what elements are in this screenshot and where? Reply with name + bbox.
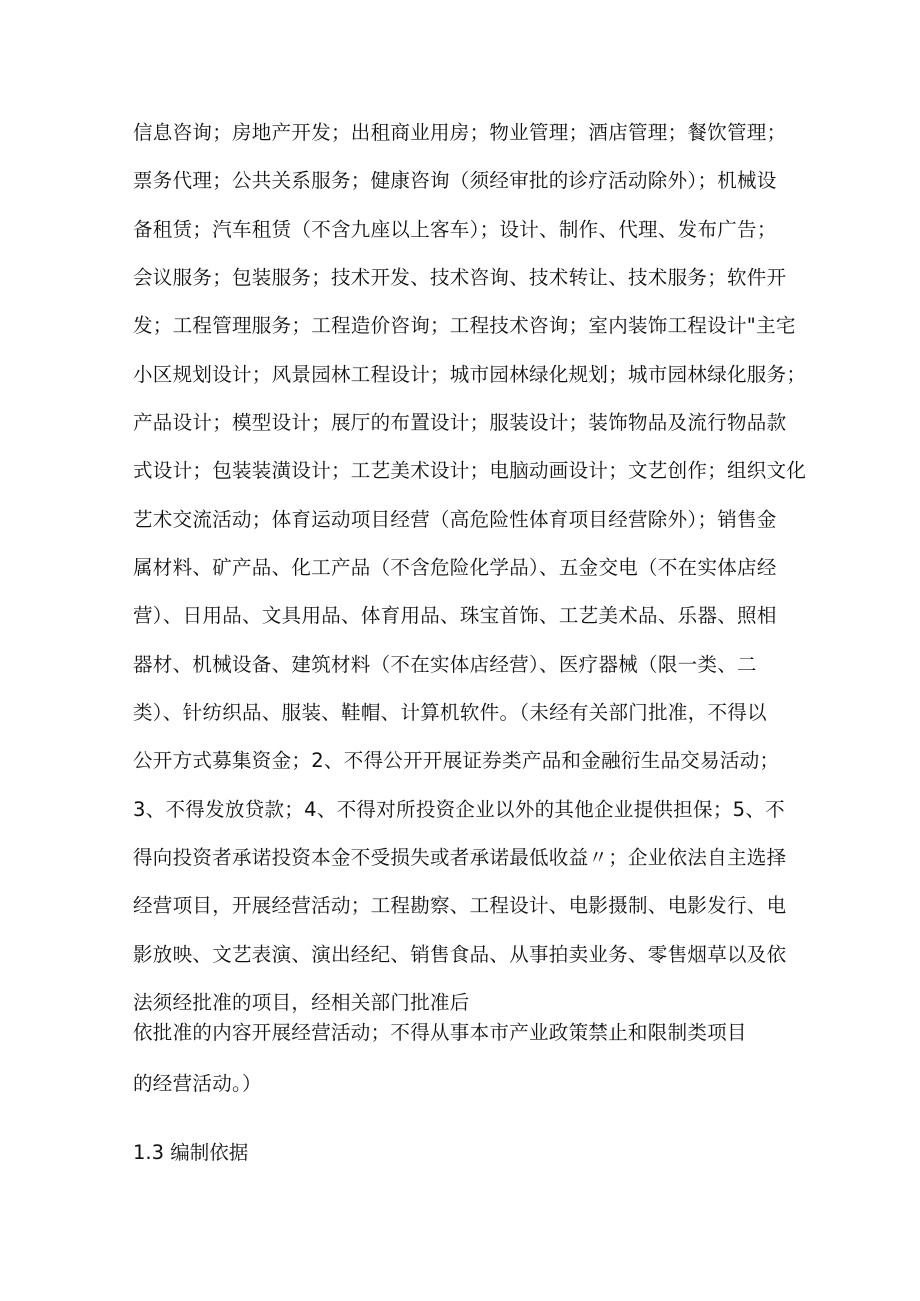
body-text-line: 发；工程管理服务；工程造价咨询；工程技术咨询；室内装饰工程设计"主宅 — [133, 314, 796, 337]
body-text-line: 器材、机械设备、建筑材料（不在实体店经营）、医疗器械（限一类、二 — [133, 653, 757, 676]
body-text-line: 艺术交流活动；体育运动项目经营（高危险性体育项目经营除外）；销售金 — [133, 508, 777, 531]
body-text-line: 式设计；包装装潢设计；工艺美术设计；电脑动画设计；文艺创作；组织文化 — [133, 459, 807, 482]
body-text-line: 依批准的内容开展经营活动；不得从事本市产业政策禁止和限制类项目 — [133, 1021, 747, 1044]
body-text-line: 备租赁；汽车租赁（不含九座以上客车）；设计、制作、代理、发布广告； — [133, 218, 777, 241]
body-text-line: 票务代理；公共关系服务；健康咨询（须经审批的诊疗活动除外）；机械设 — [133, 169, 777, 192]
body-text-line: 会议服务；包装服务；技术开发、技术咨询、技术转让、技术服务；软件开 — [133, 266, 787, 289]
body-text-line: 信息咨询；房地产开发；出租商业用房；物业管理；酒店管理；餐饮管理； — [133, 121, 787, 144]
body-text-line: 属材料、矿产品、化工产品（不含危险化学品）、五金交电（不在实体店经 — [133, 556, 777, 579]
body-text-line: 3、不得发放贷款；4、不得对所投资企业以外的其他企业提供担保；5、不 — [133, 798, 785, 821]
body-text-line: 得向投资者承诺投资本金不受损失或者承诺最低收益〃；企业依法自主选择 — [133, 846, 787, 869]
section-heading: 1.3 编制依据 — [133, 1141, 249, 1164]
body-text-line: 小区规划设计；风景园林工程设计；城市园林绿化规划；城市园林绿化服务； — [133, 363, 807, 386]
body-text-line: 公开方式募集资金；2、不得公开开展证券类产品和金融衍生品交易活动； — [133, 749, 780, 772]
body-text-line: 影放映、文艺表演、演出经纪、销售食品、从事拍卖业务、零售烟草以及依 — [133, 943, 787, 966]
body-text-line: 类）、针纺织品、服装、鞋帽、计算机软件。（未经有关部门批准，不得以 — [133, 701, 767, 724]
body-text-line: 产品设计；模型设计；展厅的布置设计；服装设计；装饰物品及流行物品款 — [133, 411, 787, 434]
body-text-line: 经营项目，开展经营活动；工程勘察、工程设计、电影摄制、电影发行、电 — [133, 894, 787, 917]
body-text-line: 营）、日用品、文具用品、体育用品、珠宝首饰、工艺美术品、乐器、照相 — [133, 604, 777, 627]
body-text-line: 的经营活动。） — [133, 1072, 262, 1095]
body-text-line: 法须经批准的项目，经相关部门批准后 — [133, 991, 470, 1014]
